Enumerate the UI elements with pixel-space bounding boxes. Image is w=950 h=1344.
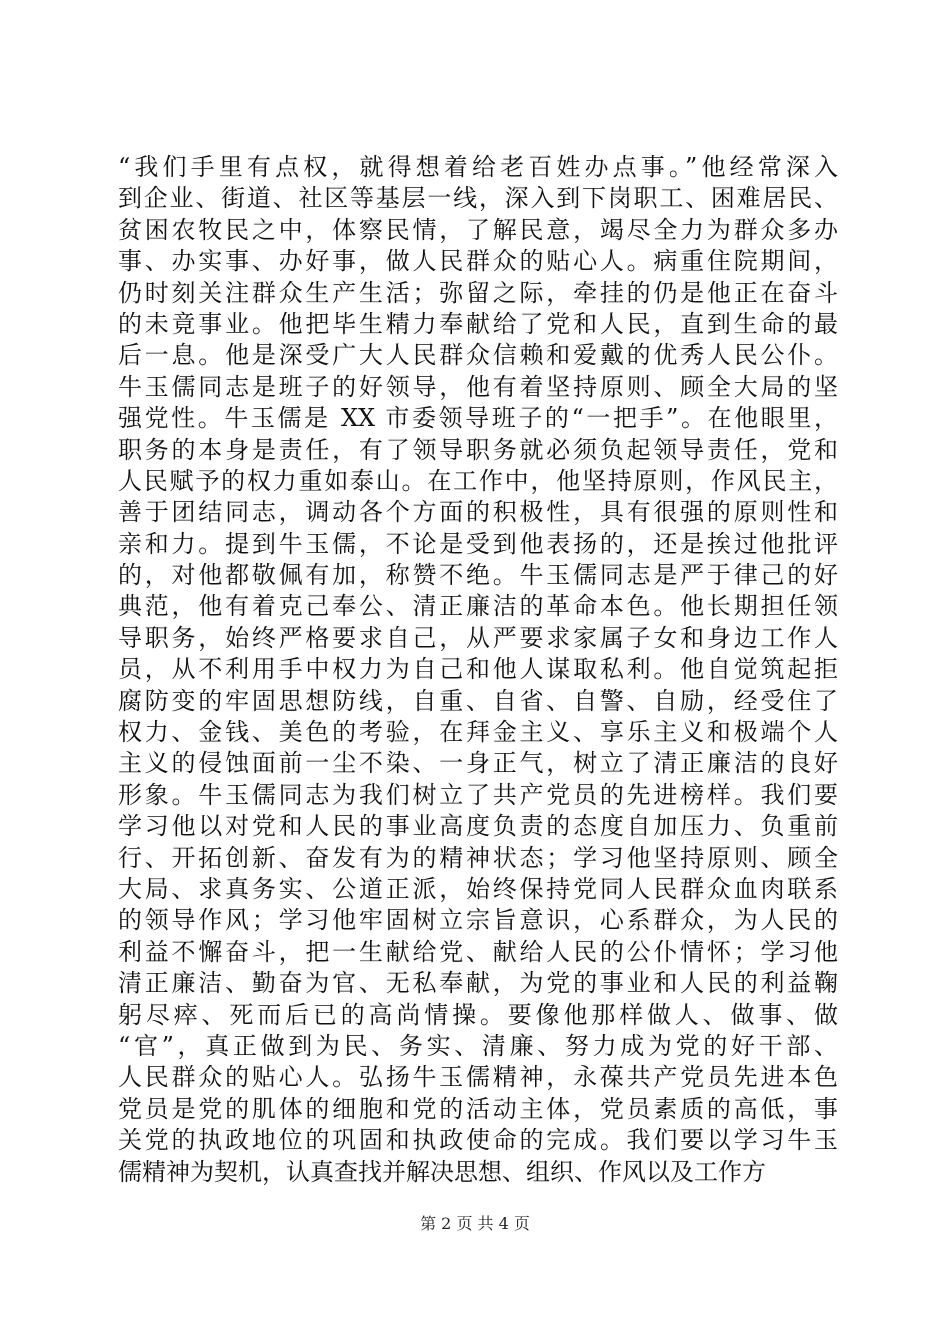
text-line: 导职务，始终严格要求自己，从严要求家属子女和身边工作人 [118, 623, 838, 652]
text-line: 后一息。他是深受广大人民群众信赖和爱戴的优秀人民公仆。 [118, 341, 838, 370]
text-line: 牛玉儒同志是班子的好领导，他有着坚持原则、顾全大局的坚 [118, 372, 838, 401]
text-line: 大局、求真务实、公道正派，始终保持党同人民群众血肉联系 [118, 874, 838, 903]
text-line: 员，从不利用手中权力为自己和他人谋取私利。他自觉筑起拒 [118, 655, 838, 684]
text-line: 人民赋予的权力重如泰山。在工作中，他坚持原则，作风民主， [118, 466, 838, 495]
text-line: 儒精神为契机，认真查找并解决思想、组织、作风以及工作方 [118, 1157, 766, 1186]
text-line: 腐防变的牢固思想防线，自重、自省、自警、自励，经受住了 [118, 686, 838, 715]
text-line: 权力、金钱、美色的考验，在拜金主义、享乐主义和极端个人 [118, 718, 838, 747]
page-number-footer: 第 2 页 共 4 页 [420, 1214, 530, 1233]
text-line: “我们手里有点权，就得想着给老百姓办点事。”他经常深入 [118, 153, 838, 181]
text-line: 学习他以对党和人民的事业高度负责的态度自加压力、负重前 [118, 812, 838, 841]
text-line: 的，对他都敬佩有加，称赞不绝。牛玉儒同志是严于律己的好 [118, 561, 838, 590]
text-line: 党员是党的肌体的细胞和党的活动主体，党员素质的高低，事 [118, 1094, 838, 1123]
text-line: 善于团结同志，调动各个方面的积极性，具有很强的原则性和 [118, 498, 838, 527]
text-line: 主义的侵蚀面前一尘不染、一身正气，树立了清正廉洁的良好 [118, 749, 838, 778]
text-line: 行、开拓创新、奋发有为的精神状态；学习他坚持原则、顾全 [118, 843, 838, 872]
text-line: 强党性。牛玉儒是 XX 市委领导班子的“一把手”。在他眼里， [118, 404, 838, 433]
text-line: 的未竟事业。他把毕生精力奉献给了党和人民，直到生命的最 [118, 309, 838, 338]
text-line: 躬尽瘁、死而后已的高尚情操。要像他那样做人、做事、做 [118, 1000, 838, 1029]
text-line: “官”，真正做到为民、务实、清廉、努力成为党的好干部、 [118, 1031, 838, 1060]
text-line: 仍时刻关注群众生产生活；弥留之际，牵挂的仍是他正在奋斗 [118, 278, 838, 307]
text-line: 形象。牛玉儒同志为我们树立了共产党员的先进榜样。我们要 [118, 780, 838, 809]
text-line: 亲和力。提到牛玉儒，不论是受到他表扬的，还是挨过他批评 [118, 529, 838, 558]
text-line: 职务的本身是责任，有了领导职务就必须负起领导责任，党和 [118, 435, 838, 464]
text-line: 到企业、街道、社区等基层一线，深入到下岗职工、困难居民、 [118, 184, 838, 213]
body-text [118, 152, 838, 1188]
text-line: 的领导作风；学习他牢固树立宗旨意识，心系群众，为人民的 [118, 906, 838, 935]
text-line: 贫困农牧民之中，体察民情，了解民意，竭尽全力为群众多办 [118, 215, 838, 244]
text-line: 关党的执政地位的巩固和执政使命的完成。我们要以学习牛玉 [118, 1126, 838, 1155]
text-line: 清正廉洁、勤奋为官、无私奉献，为党的事业和人民的利益鞠 [118, 969, 838, 998]
text-line: 利益不懈奋斗，把一生献给党、献给人民的公仆情怀；学习他 [118, 937, 838, 966]
text-line: 典范，他有着克己奉公、清正廉洁的革命本色。他长期担任领 [118, 592, 838, 621]
text-line: 事、办实事、办好事，做人民群众的贴心人。病重住院期间， [118, 247, 838, 276]
text-line: 人民群众的贴心人。弘扬牛玉儒精神，永葆共产党员先进本色 [118, 1063, 838, 1092]
